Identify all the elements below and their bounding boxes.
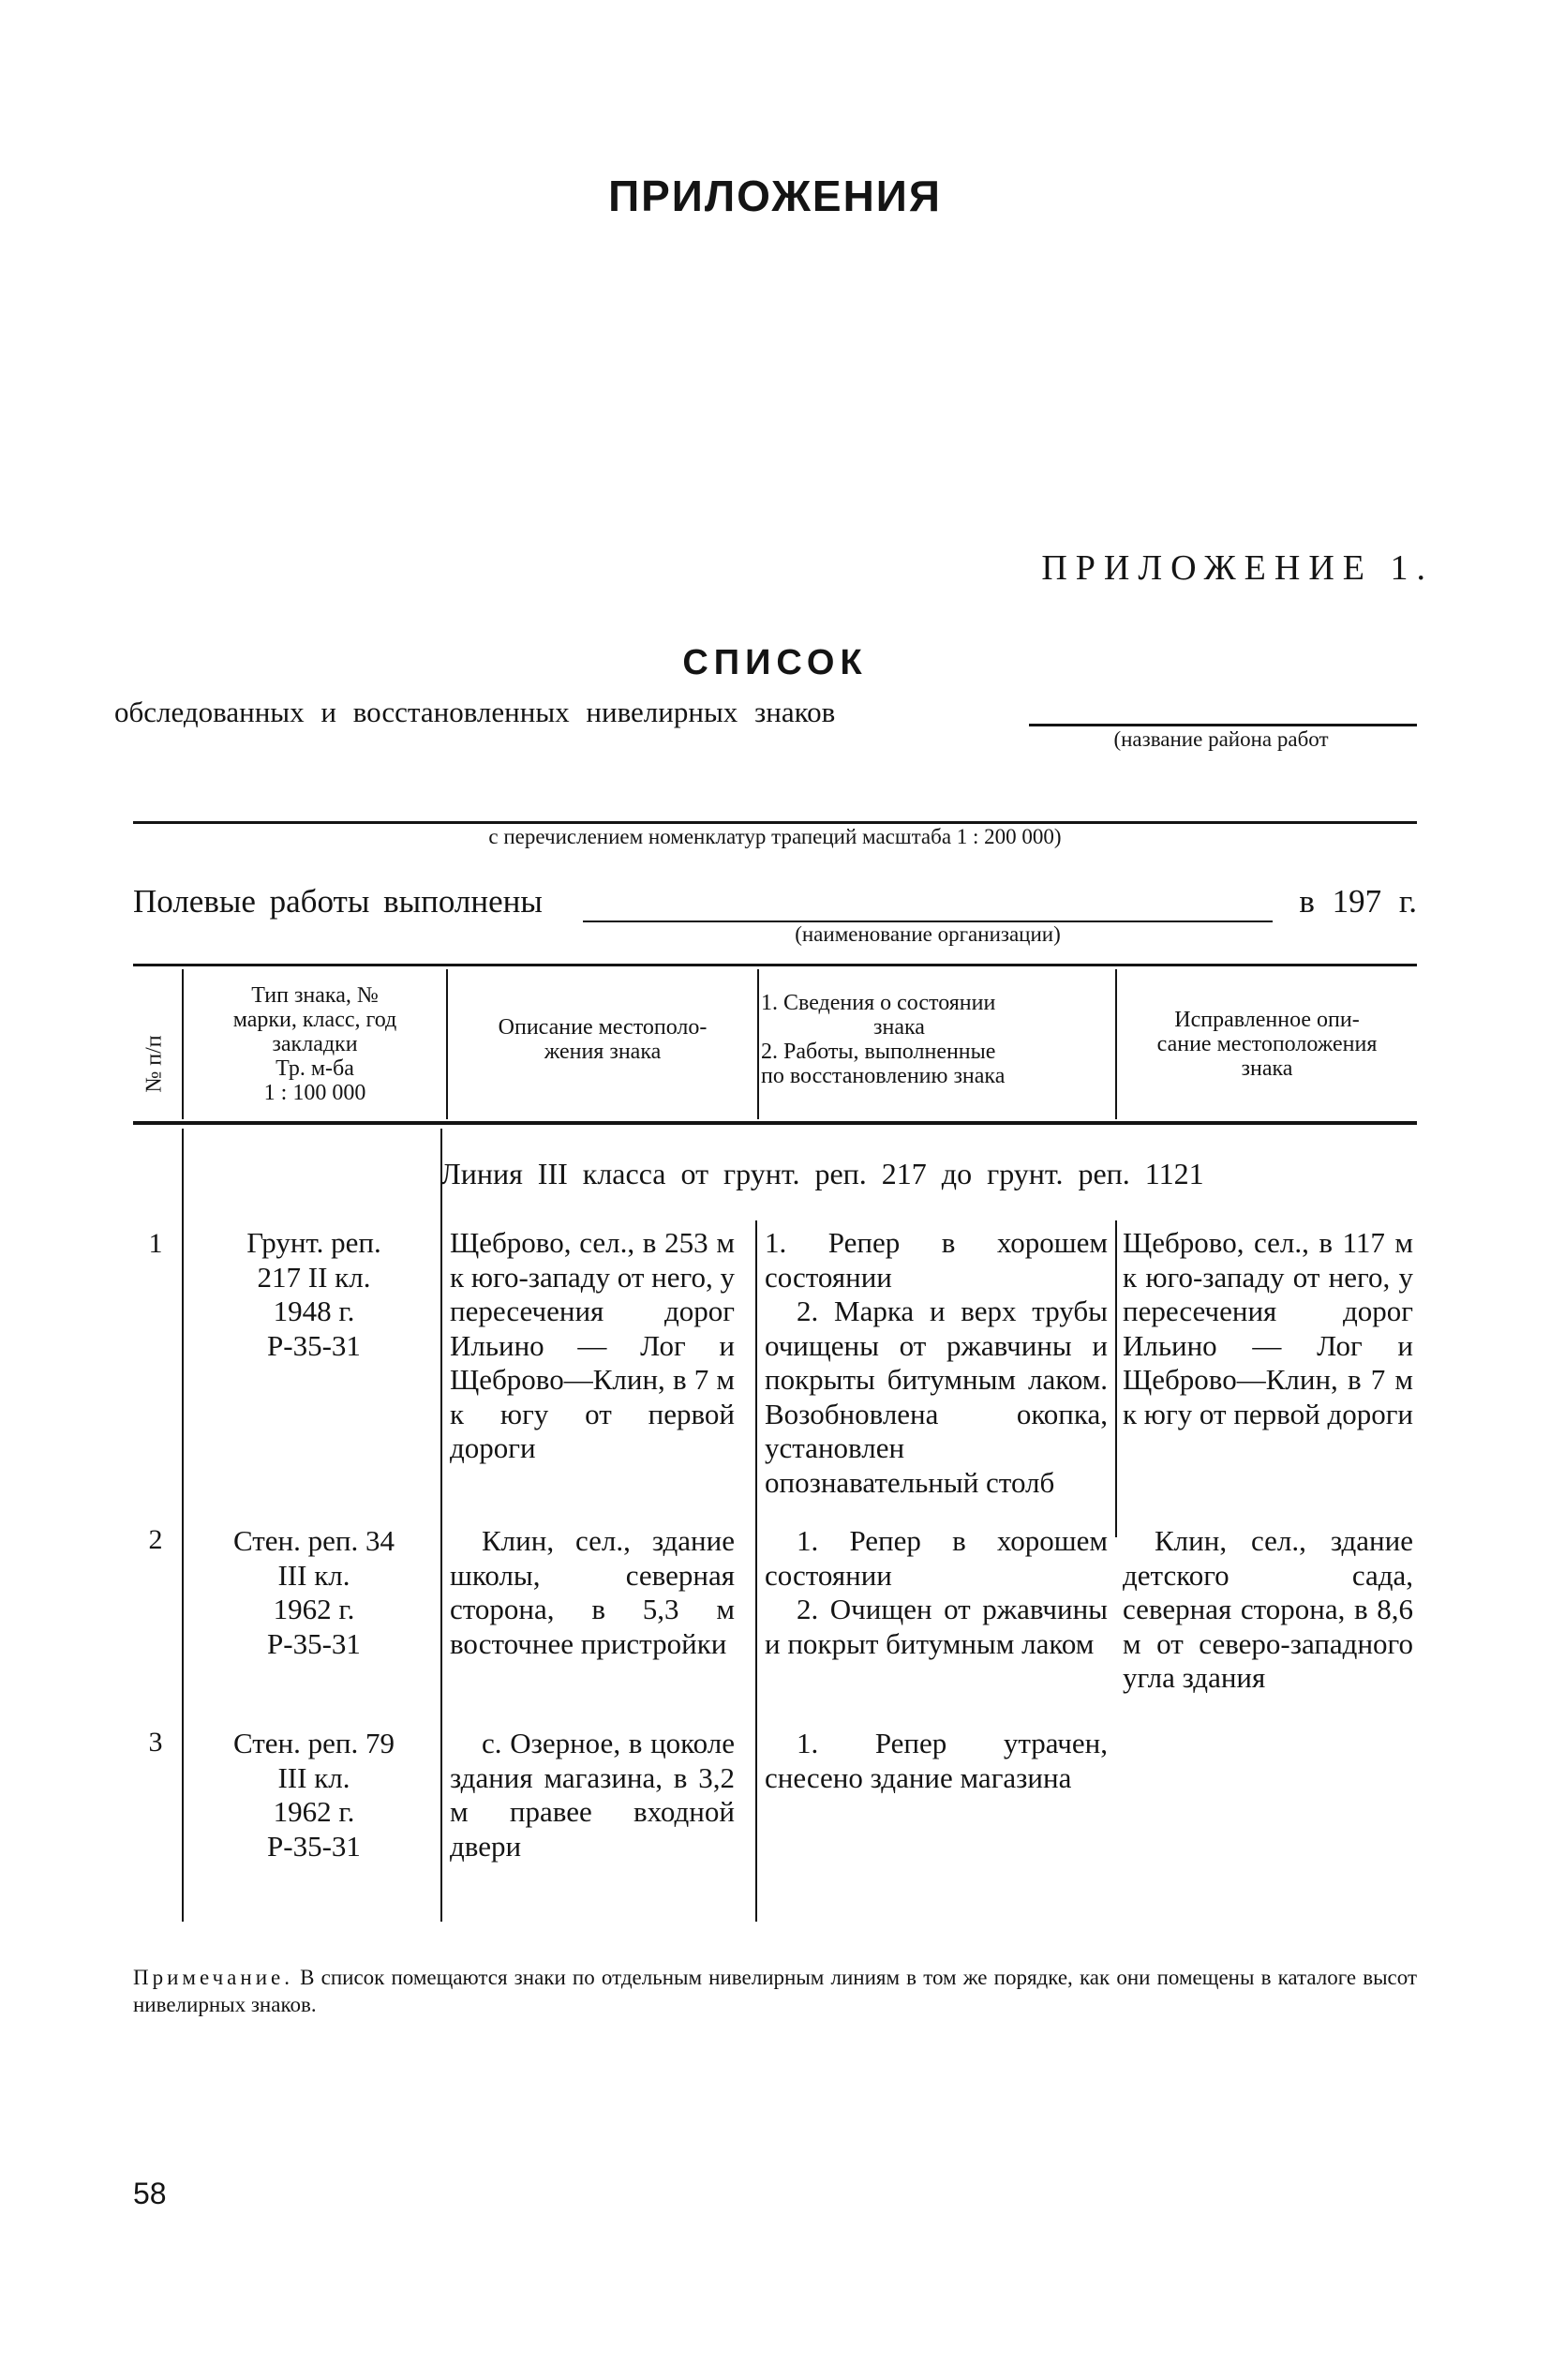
footnote-text: В список помещаются знаки по отдельным нивелирным линиям в том же порядке, как они помещены в каталоге высот нивелирных знаков. <box>133 1966 1418 2016</box>
sign-type-cell: Грунт. реп. 217 II кл. 1948 г. Р-35-31 <box>246 1226 381 1362</box>
page-title: ПРИЛОЖЕНИЯ <box>608 172 942 220</box>
corrected-location-cell: Клин, сел., здание детского сада, северная сторона, в 8,6 м от северо-западного угла здания <box>1123 1524 1413 1695</box>
year-label: в 197 г. <box>1299 883 1417 920</box>
appendix-label: ПРИЛОЖЕНИЕ 1. <box>1041 548 1434 588</box>
footnote-lead: Примечание. <box>133 1966 293 1989</box>
row-number: 2 <box>148 1524 163 1555</box>
status-cell: 1. Репер утрачен, снесено здание магазина <box>765 1727 1108 1794</box>
column-divider <box>1115 1220 1117 1537</box>
trapezium-blank-line <box>133 821 1417 824</box>
header-location: Описание местополо- жения знака <box>498 1015 708 1064</box>
fieldwork-label: Полевые работы выполнены <box>133 883 543 920</box>
header-type: Тип знака, № марки, класс, год закладки Тр. м-ба 1 : 100 000 <box>232 983 397 1105</box>
header-number: № п/п <box>142 1035 167 1093</box>
row-number: 1 <box>148 1228 163 1259</box>
header-corrected: Исправленное опи- сание местоположения знака <box>1156 1008 1378 1081</box>
column-divider <box>440 1129 442 1922</box>
table-header-rule <box>133 1121 1417 1125</box>
column-divider <box>755 1220 757 1922</box>
status-cell: 1. Репер в хорошем состоянии 2. Марка и верх трубы очищены от ржавчины и покрыты битумным лаком. Возобновлена окопка, установлен опознавательный столб <box>765 1226 1108 1500</box>
table-top-rule <box>133 964 1417 966</box>
line-caption: Линия III класса от грунт. реп. 217 до грунт. реп. 1121 <box>440 1157 1204 1190</box>
district-caption: (название района работ <box>1113 727 1329 751</box>
corrected-location-cell: Щеброво, сел., в 117 м к юго-западу от него, у пересечения дорог Ильино — Лог и Щеброво—Клин, в 7 м к югу от первой дороги <box>1123 1226 1414 1430</box>
district-blank-line <box>1029 724 1417 726</box>
sign-type-cell: Стен. реп. 34 III кл. 1962 г. Р-35-31 <box>232 1524 395 1660</box>
list-title: СПИСОК <box>682 643 868 682</box>
trapezium-caption: с перечислением номенклатур трапеций масштаба 1 : 200 000) <box>488 825 1062 848</box>
column-divider <box>757 969 759 1119</box>
footnote <box>133 1965 1417 2019</box>
location-cell: Щеброво, сел., в 253 м к юго-западу от него, у пересечения дорог Ильино — Лог и Щеброво—Клин, в 7 м к югу от первой дороги <box>450 1226 735 1465</box>
header-status: 1. Сведения о состоянии знака 2. Работы, выполненные по восстановлению знака <box>761 991 1006 1088</box>
organization-caption: (наименование организации) <box>795 922 1061 946</box>
sign-type-cell: Стен. реп. 79 III кл. 1962 г. Р-35-31 <box>232 1727 395 1863</box>
status-cell: 1. Репер в хорошем состоянии 2. Очищен от ржавчины и покрыт битумным лаком <box>765 1524 1108 1660</box>
location-cell: Клин, сел., здание школы, северная сторона, в 5,3 м восточнее пристройки <box>450 1524 735 1660</box>
row-number: 3 <box>148 1727 163 1758</box>
list-subtitle: обследованных и восстановленных нивелирных знаков <box>114 696 836 728</box>
column-divider <box>182 1129 184 1922</box>
page-number: 58 <box>133 2177 167 2210</box>
location-cell: с. Озерное, в цоколе здания магазина, в 3,2 м правее входной двери <box>450 1727 735 1863</box>
